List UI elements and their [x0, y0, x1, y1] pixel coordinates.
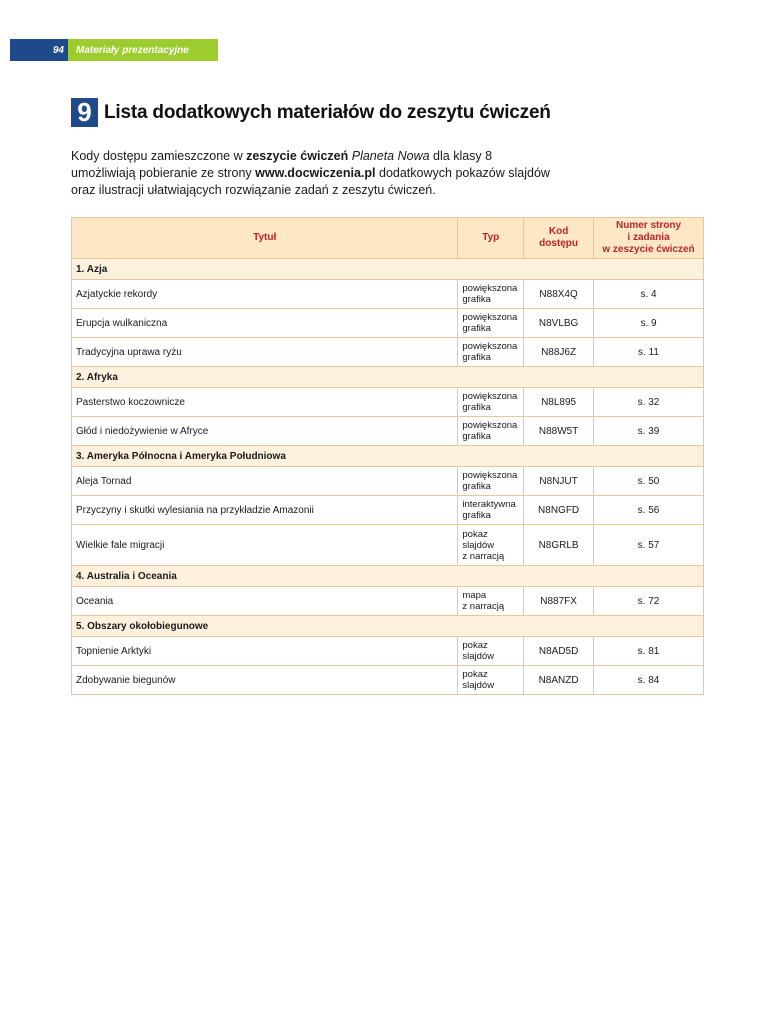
material-type-line: pokaz: [462, 528, 488, 540]
workbook-page: s. 9: [594, 309, 704, 338]
page-number: 94: [10, 39, 68, 61]
materials-table: [71, 217, 704, 695]
section-name: 4. Australia i Oceania: [72, 566, 704, 587]
access-code: N8GRLB: [524, 525, 594, 566]
material-type-line: z narracją: [462, 550, 505, 562]
table-row: [72, 280, 704, 309]
material-type: [458, 309, 524, 338]
access-code: N8NJUT: [524, 467, 594, 496]
material-title: Erupcja wulkaniczna: [72, 309, 458, 338]
material-type-line: grafika: [462, 481, 491, 492]
access-code: N8NGFD: [524, 496, 594, 525]
material-type: [458, 388, 524, 417]
material-title: Tradycyjna uprawa ryżu: [72, 338, 458, 367]
material-type: [458, 280, 524, 309]
intro-text-3: dodatkowych pokazów slajdów oraz ilustracji ułatwiających rozwiązanie zadań z zeszytu ćwiczeń.: [71, 166, 550, 197]
section-row: [72, 259, 704, 280]
material-title: Zdobywanie biegunów: [72, 666, 458, 695]
intro-text-2: dla klasy 8 umożliwiają pobieranie ze strony: [71, 149, 493, 180]
table-header-row: [72, 218, 704, 259]
workbook-page: s. 11: [594, 338, 704, 367]
material-type-line: grafika: [462, 352, 491, 363]
section-row: [72, 616, 704, 637]
table-row: [72, 388, 704, 417]
material-title: Topnienie Arktyki: [72, 637, 458, 666]
workbook-page: s. 84: [594, 666, 704, 695]
workbook-page: s. 56: [594, 496, 704, 525]
header-page-line2: i zadania: [627, 232, 670, 243]
workbook-page: s. 57: [594, 525, 704, 566]
access-code: N8ANZD: [524, 666, 594, 695]
material-title: Głód i niedożywienie w Afryce: [72, 417, 458, 446]
material-title: Pasterstwo koczownicze: [72, 388, 458, 417]
intro-bold-workbook: zeszycie ćwiczeń: [246, 149, 349, 163]
material-type-line: powiększona: [462, 391, 518, 402]
intro-paragraph: [71, 148, 551, 199]
material-type-line: interaktywna: [462, 499, 516, 510]
material-type: [458, 637, 524, 666]
header-page-line1: Numer strony: [616, 220, 682, 231]
table-row: [72, 467, 704, 496]
material-type-line: powiększona: [462, 341, 518, 352]
header-code: Kod dostępu: [524, 218, 594, 259]
material-type: [458, 496, 524, 525]
access-code: N8L895: [524, 388, 594, 417]
workbook-page: s. 50: [594, 467, 704, 496]
header-page: [594, 218, 704, 259]
material-type-line: z narracją: [462, 601, 505, 612]
table-row: [72, 309, 704, 338]
header-page-line3: w zeszycie ćwiczeń: [602, 244, 695, 255]
section-row: [72, 367, 704, 388]
material-type-line: grafika: [462, 294, 491, 305]
material-type: [458, 467, 524, 496]
material-title: Oceania: [72, 587, 458, 616]
access-code: N88W5T: [524, 417, 594, 446]
access-code: N8VLBG: [524, 309, 594, 338]
table-row: [72, 338, 704, 367]
material-type-line: slajdów: [462, 651, 495, 662]
section-row: [72, 446, 704, 467]
section-name: 5. Obszary okołobiegunowe: [72, 616, 704, 637]
workbook-page: s. 39: [594, 417, 704, 446]
material-type-line: pokaz: [462, 669, 488, 680]
page-header: [10, 39, 218, 61]
table-row: [72, 637, 704, 666]
section-name: 3. Ameryka Północna i Ameryka Południowa: [72, 446, 704, 467]
material-title: Aleja Tornad: [72, 467, 458, 496]
chapter-heading: [71, 98, 551, 127]
access-code: N887FX: [524, 587, 594, 616]
material-type-line: grafika: [462, 323, 491, 334]
section-row: [72, 566, 704, 587]
material-type-line: powiększona: [462, 312, 518, 323]
table-row: [72, 525, 704, 566]
section-name: 1. Azja: [72, 259, 704, 280]
intro-italic-title: Planeta Nowa: [351, 149, 430, 163]
material-type: [458, 587, 524, 616]
table-row: [72, 417, 704, 446]
header-type: Typ: [458, 218, 524, 259]
material-type-line: mapa: [462, 590, 487, 601]
material-type: [458, 417, 524, 446]
material-type: [458, 338, 524, 367]
material-type: [458, 666, 524, 695]
material-type-line: pokaz: [462, 640, 488, 651]
material-type-line: grafika: [462, 402, 491, 413]
section-label: Materiały prezentacyjne: [68, 39, 218, 61]
material-type-line: grafika: [462, 510, 491, 521]
material-type-line: powiększona: [462, 283, 518, 294]
material-title: Azjatyckie rekordy: [72, 280, 458, 309]
access-code: N88X4Q: [524, 280, 594, 309]
material-type-line: powiększona: [462, 420, 518, 431]
material-type-line: powiększona: [462, 470, 518, 481]
workbook-page: s. 72: [594, 587, 704, 616]
intro-website-link[interactable]: www.docwiczenia.pl: [255, 166, 376, 180]
table-row: [72, 666, 704, 695]
access-code: N8AD5D: [524, 637, 594, 666]
material-title: Wielkie fale migracji: [72, 525, 458, 566]
material-type-line: slajdów: [462, 680, 495, 691]
material-type-line: grafika: [462, 431, 491, 442]
material-type-line: slajdów: [462, 539, 495, 551]
access-code: N88J6Z: [524, 338, 594, 367]
workbook-page: s. 4: [594, 280, 704, 309]
chapter-title: Lista dodatkowych materiałów do zeszytu ćwiczeń: [104, 101, 551, 123]
header-title: Tytuł: [72, 218, 458, 259]
table-row: [72, 496, 704, 525]
workbook-page: s. 32: [594, 388, 704, 417]
table-row: [72, 587, 704, 616]
section-name: 2. Afryka: [72, 367, 704, 388]
intro-text-1: Kody dostępu zamieszczone w: [71, 149, 247, 163]
table-body: [72, 259, 704, 695]
workbook-page: s. 81: [594, 637, 704, 666]
material-title: Przyczyny i skutki wylesiania na przykładzie Amazonii: [72, 496, 458, 525]
chapter-number: 9: [71, 98, 98, 127]
material-type: [458, 525, 524, 566]
